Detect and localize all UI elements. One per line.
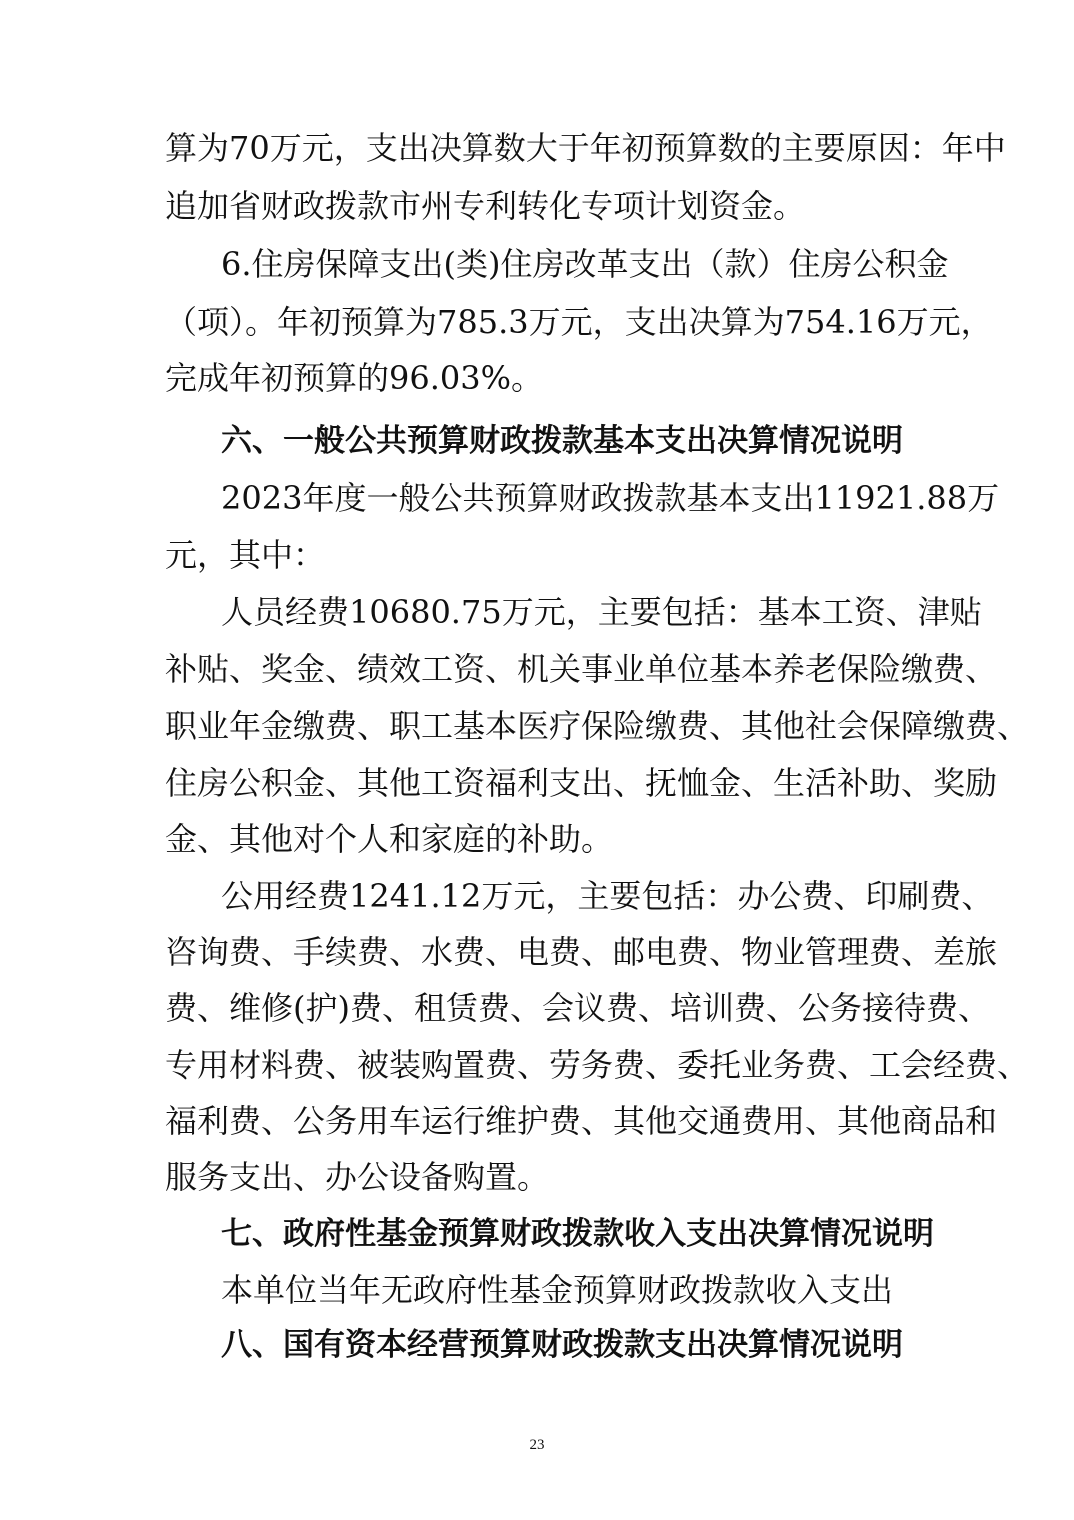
text-line: 专用材料费、被装购置费、劳务费、委托业务费、工会经费、 [165, 1046, 1030, 1084]
section-heading: 八、国有资本经营预算财政拨款支出决算情况说明 [221, 1327, 903, 1363]
text-line: 服务支出、办公设备购置。 [165, 1158, 550, 1196]
text-line: 补贴、奖金、绩效工资、机关事业单位基本养老保险缴费、 [165, 650, 998, 688]
text-line: 金、其他对个人和家庭的补助。 [165, 820, 614, 858]
text-line: 住房公积金、其他工资福利支出、抚恤金、生活补助、奖励 [165, 764, 998, 802]
text-line: 元，其中： [165, 536, 326, 574]
text-line: 人员经费10680.75万元，主要包括：基本工资、津贴 [221, 593, 982, 631]
text-line: 6.住房保障支出(类)住房改革支出（款）住房公积金 [221, 245, 949, 283]
section-heading: 七、政府性基金预算财政拨款收入支出决算情况说明 [221, 1216, 934, 1252]
text-line: 完成年初预算的96.03%。 [165, 359, 544, 397]
text-line: 算为70万元，支出决算数大于年初预算数的主要原因：年中 [165, 129, 1006, 167]
text-line: 本单位当年无政府性基金预算财政拨款收入支出 [221, 1271, 894, 1309]
text-line: 福利费、公务用车运行维护费、其他交通费用、其他商品和 [165, 1102, 998, 1140]
text-line: 咨询费、手续费、水费、电费、邮电费、物业管理费、差旅 [165, 933, 998, 971]
text-line: 追加省财政拨款市州专利转化专项计划资金。 [165, 187, 806, 225]
text-line: 职业年金缴费、职工基本医疗保险缴费、其他社会保障缴费、 [165, 707, 1030, 745]
section-heading: 六、一般公共预算财政拨款基本支出决算情况说明 [221, 423, 903, 459]
text-line: 费、维修(护)费、租赁费、会议费、培训费、公务接待费、 [165, 989, 990, 1027]
page-number: 23 [529, 1437, 545, 1453]
text-line: 2023年度一般公共预算财政拨款基本支出11921.88万 [221, 479, 1000, 517]
text-line: 公用经费1241.12万元，主要包括：办公费、印刷费、 [221, 877, 994, 915]
text-line: （项）。年初预算为785.3万元，支出决算为754.16万元， [165, 303, 993, 341]
